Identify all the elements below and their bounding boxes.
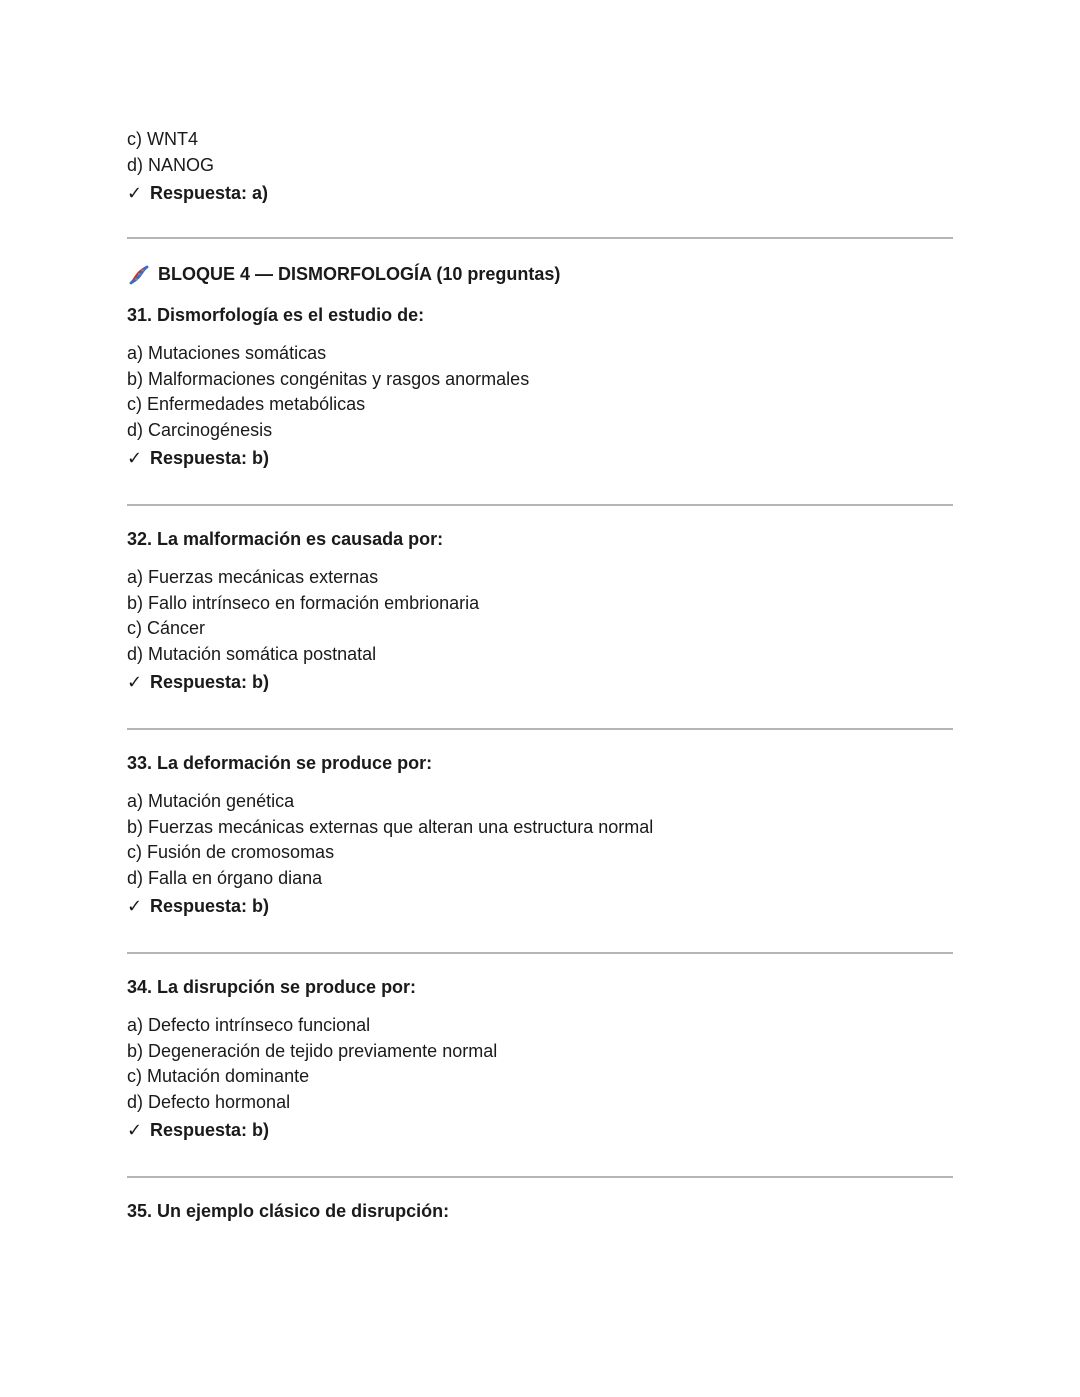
option: c) Cáncer: [127, 618, 206, 638]
block-title: [127, 262, 560, 287]
question-34: [127, 975, 497, 1144]
option: c) Enfermedades metabólicas: [127, 394, 366, 414]
option: c) Mutación dominante: [127, 1066, 310, 1086]
option: c) WNT4: [127, 129, 198, 149]
question-33: [127, 751, 653, 920]
question-35: [127, 1199, 449, 1224]
block-title-text: BLOQUE 4 — DISMORFOLOGÍA (10 preguntas): [158, 264, 561, 284]
question-title: 34. La disrupción se produce por:: [127, 977, 417, 997]
option: b) Fallo intrínseco en formación embrionaria: [127, 592, 480, 613]
question-title: 32. La malformación es causada por:: [127, 529, 444, 549]
option: b) Malformaciones congénitas y rasgos anormales: [127, 368, 530, 389]
divider: [127, 728, 953, 730]
option: d) Carcinogénesis: [127, 419, 273, 440]
option: b) Fuerzas mecánicas externas que alteran una estructura normal: [127, 816, 654, 837]
options-list: [127, 341, 529, 472]
divider: [127, 952, 953, 954]
option: a) Mutación genética: [127, 791, 295, 811]
option: a) Fuerzas mecánicas externas: [127, 567, 379, 587]
option: d) NANOG: [127, 154, 215, 175]
question-31: [127, 303, 529, 472]
option: d) Defecto hormonal: [127, 1091, 291, 1112]
divider: [127, 237, 953, 239]
question-32: [127, 527, 479, 696]
option: c) Fusión de cromosomas: [127, 842, 335, 862]
option: a) Mutaciones somáticas: [127, 343, 327, 363]
options-list: [127, 565, 479, 696]
option: b) Degeneración de tejido previamente normal: [127, 1040, 498, 1061]
answer: ✓ Respuesta: b): [127, 446, 529, 472]
answer: ✓ Respuesta: a): [127, 181, 268, 207]
question-title: 33. La deformación se produce por:: [127, 753, 433, 773]
option: d) Falla en órgano diana: [127, 867, 323, 888]
check-icon: ✓: [127, 448, 143, 468]
check-icon: ✓: [127, 672, 143, 692]
check-icon: ✓: [127, 183, 143, 203]
previous-question-tail: [127, 127, 268, 207]
answer: ✓ Respuesta: b): [127, 894, 653, 920]
check-icon: ✓: [127, 896, 143, 916]
options-list: [127, 789, 653, 920]
question-title: 35. Un ejemplo clásico de disrupción:: [127, 1201, 450, 1221]
answer: ✓ Respuesta: b): [127, 1118, 497, 1144]
options-list: [127, 1013, 497, 1144]
dna-icon: [127, 263, 151, 287]
option: d) Mutación somática postnatal: [127, 643, 377, 664]
option: a) Defecto intrínseco funcional: [127, 1015, 371, 1035]
answer: ✓ Respuesta: b): [127, 670, 479, 696]
question-title: 31. Dismorfología es el estudio de:: [127, 305, 425, 325]
divider: [127, 1176, 953, 1178]
check-icon: ✓: [127, 1120, 143, 1140]
divider: [127, 504, 953, 506]
